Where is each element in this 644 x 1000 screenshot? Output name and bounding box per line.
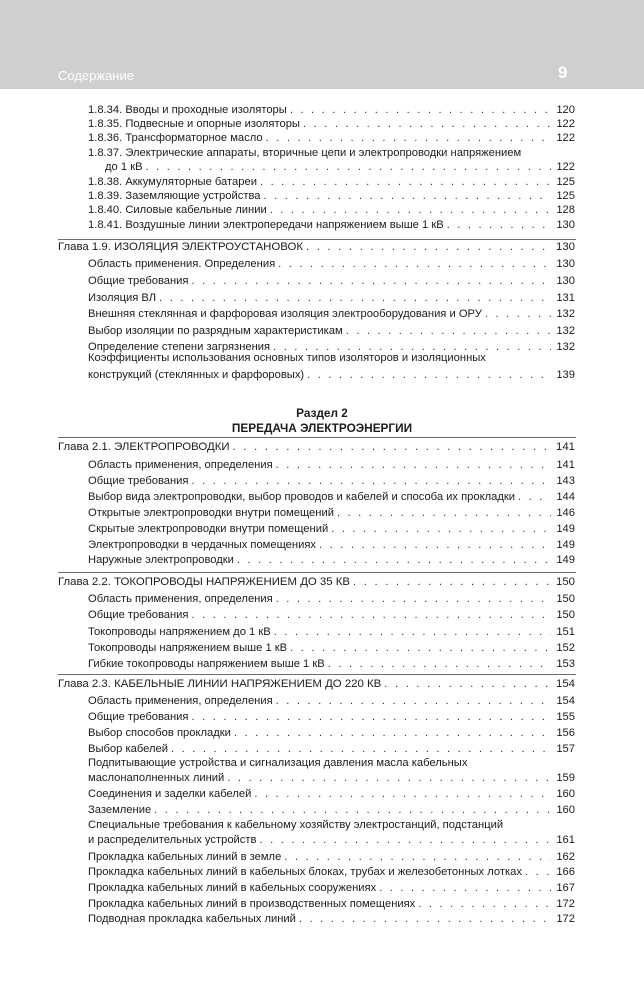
chapter-title: Глава 2.3. КАБЕЛЬНЫЕ ЛИНИИ НАПРЯЖЕНИЕМ ДО 220 КВ — [58, 678, 382, 690]
leader-dots — [290, 641, 551, 655]
leader-dots — [353, 575, 551, 589]
section-title: ПЕРЕДАЧА ЭЛЕКТРОЭНЕРГИИ — [231, 421, 413, 435]
leader-dots — [379, 881, 551, 895]
leader-dots — [266, 131, 551, 145]
toc-entry-title: Область применения. Определения — [88, 258, 276, 270]
toc-entry-page: 132 — [556, 341, 575, 353]
leader-dots — [337, 506, 551, 520]
toc-entry-title: 1.8.39. Заземляющие устройства — [88, 190, 261, 202]
toc-entry[interactable] — [88, 506, 575, 520]
leader-dots — [418, 897, 551, 911]
toc-entry[interactable] — [88, 117, 575, 131]
leader-dots — [525, 865, 551, 879]
toc-entry-page: 128 — [556, 204, 575, 216]
toc-entry-page: 162 — [556, 851, 575, 863]
leader-dots — [290, 103, 551, 117]
toc-entry[interactable] — [88, 771, 575, 785]
leader-dots — [485, 307, 551, 321]
toc-entry[interactable] — [88, 203, 575, 217]
toc-entry-title: Область применения, определения — [88, 695, 273, 707]
toc-entry[interactable] — [88, 368, 575, 382]
toc-entry-page: 159 — [556, 772, 575, 784]
toc-entry-title: Прокладка кабельных линий в земле — [88, 851, 282, 863]
toc-entry-title-line1: 1.8.37. Электрические аппараты, вторичные цепи и электропроводки напряжением — [88, 147, 522, 159]
leader-dots — [328, 657, 551, 671]
toc-entry[interactable] — [88, 324, 575, 338]
section-label: Раздел 2 — [296, 406, 348, 420]
leader-dots — [447, 218, 551, 232]
toc-entry-title: 1.8.41. Воздушные линии электропередачи напряжением выше 1 кВ — [88, 219, 444, 231]
toc-entry-page: 139 — [556, 369, 575, 381]
toc-entry-title: Изоляция ВЛ — [88, 292, 157, 304]
toc-entry-page: 161 — [556, 834, 575, 846]
toc-entry-title: Заземление — [88, 804, 152, 816]
chapter-title: Глава 2.2. ТОКОПРОВОДЫ НАПРЯЖЕНИЕМ ДО 35 КВ — [58, 576, 350, 588]
running-header-title: Содержание — [58, 68, 134, 83]
toc-entry-page: 122 — [556, 118, 575, 130]
toc-entry[interactable] — [88, 307, 575, 321]
toc-entry-page: 166 — [556, 866, 575, 878]
toc-entry-title: Внешняя стеклянная и фарфоровая изоляция электрооборудования и ОРУ — [88, 308, 482, 320]
chapter-heading[interactable] — [58, 240, 575, 254]
leader-dots — [306, 240, 551, 254]
leader-dots — [274, 625, 551, 639]
toc-entry-page: 149 — [556, 554, 575, 566]
toc-entry[interactable] — [88, 803, 575, 817]
toc-entry-title: Общие требования — [88, 609, 189, 621]
toc-entry-title: Общие требования — [88, 475, 189, 487]
toc-entry-title: 1.8.40. Силовые кабельные линии — [88, 204, 267, 216]
toc-entry-title-line1: Специальные требования к кабельному хозяйству электростанций, подстанций — [88, 819, 504, 831]
leader-dots — [171, 742, 551, 756]
toc-entry-title: Токопроводы напряжением до 1 кВ — [88, 626, 271, 638]
leader-dots — [299, 912, 551, 926]
leader-dots — [331, 522, 551, 536]
toc-entry-title: 1.8.38. Аккумуляторные батареи — [88, 176, 257, 188]
chapter-divider — [58, 572, 576, 573]
toc-entry-title: Открытые электропроводки внутри помещений — [88, 507, 334, 519]
toc-entry-title-line1: Коэффициенты использования основных типов изоляторов и изоляционных — [88, 352, 486, 364]
chapter-divider — [58, 674, 576, 675]
toc-entry-page: 144 — [556, 491, 575, 503]
leader-dots — [227, 771, 551, 785]
toc-entry-page: 160 — [556, 788, 575, 800]
toc-entry-title: конструкций (стеклянных и фарфоровых) — [88, 369, 305, 381]
toc-entry-page: 149 — [556, 539, 575, 551]
toc-entry-title: Общие требования — [88, 711, 189, 723]
toc-entry-page: 149 — [556, 523, 575, 535]
page-number: 9 — [558, 63, 568, 82]
toc-entry[interactable] — [88, 592, 575, 606]
leader-dots — [276, 458, 551, 472]
leader-dots — [319, 538, 551, 552]
leader-dots — [159, 291, 551, 305]
toc-entry-page: 153 — [556, 658, 575, 670]
toc-entry-page: 122 — [556, 161, 575, 173]
toc-entry-page: 141 — [556, 459, 575, 471]
chapter-page: 141 — [555, 441, 575, 453]
leader-dots — [270, 203, 551, 217]
toc-entry-title: Скрытые электропроводки внутри помещений — [88, 523, 329, 535]
toc-entry[interactable] — [88, 522, 575, 536]
toc-entry[interactable] — [88, 726, 575, 740]
toc-entry-title: Область применения, определения — [88, 593, 273, 605]
toc-entry[interactable] — [88, 103, 575, 117]
toc-entry-title: 1.8.34. Вводы и проходные изоляторы — [88, 104, 287, 116]
toc-entry[interactable] — [88, 274, 575, 288]
leader-dots — [192, 274, 552, 288]
toc-entry-page: 155 — [556, 711, 575, 723]
leader-dots — [276, 694, 551, 708]
toc-entry-page: 130 — [556, 275, 575, 287]
toc-entry[interactable] — [88, 865, 575, 879]
toc-entry[interactable] — [88, 742, 575, 756]
leader-dots — [384, 677, 551, 691]
chapter-divider — [58, 437, 576, 438]
chapter-title: Глава 2.1. ЭЛЕКТРОПРОВОДКИ — [58, 441, 230, 453]
toc-entry[interactable] — [88, 657, 575, 671]
toc-entry-title: Прокладка кабельных линий в производственных помещениях — [88, 898, 416, 910]
toc-entry[interactable] — [88, 458, 575, 472]
toc-entry-page: 154 — [556, 695, 575, 707]
leader-dots — [192, 608, 552, 622]
leader-dots — [518, 490, 551, 504]
leader-dots — [234, 726, 551, 740]
toc-entry[interactable] — [105, 160, 575, 174]
toc-entry[interactable] — [88, 538, 575, 552]
leader-dots — [278, 257, 551, 271]
toc-entry-page: 130 — [556, 219, 575, 231]
toc-entry[interactable] — [88, 897, 575, 911]
leader-dots — [303, 117, 551, 131]
toc-entry-page: 125 — [556, 176, 575, 188]
toc-entry-page: 131 — [556, 292, 575, 304]
toc-entry[interactable] — [88, 710, 575, 724]
leader-dots — [233, 440, 551, 454]
toc-entry-page: 156 — [556, 727, 575, 739]
chapter-page: 154 — [555, 678, 575, 690]
toc-entry[interactable] — [88, 694, 575, 708]
toc-entry-page: 160 — [556, 804, 575, 816]
toc-entry-page: 157 — [556, 743, 575, 755]
toc-entry-page: 120 — [556, 104, 575, 116]
chapter-title: Глава 1.9. ИЗОЛЯЦИЯ ЭЛЕКТРОУСТАНОВОК — [58, 241, 303, 253]
toc-entry-title: Общие требования — [88, 275, 189, 287]
toc-entry[interactable] — [88, 553, 575, 567]
chapter-page: 150 — [555, 576, 575, 588]
toc-entry-page: 172 — [556, 913, 575, 925]
chapter-heading[interactable] — [58, 575, 575, 589]
toc-entry[interactable] — [88, 189, 575, 203]
chapter-heading[interactable] — [58, 440, 575, 454]
toc-entry[interactable] — [88, 641, 575, 655]
toc-entry-title: Электропроводки в чердачных помещениях — [88, 539, 316, 551]
toc-entry-title: маслонаполненных линий — [88, 772, 225, 784]
toc-entry-title: Определение степени загрязнения — [88, 341, 271, 353]
toc-entry-title: Выбор вида электропроводки, выбор проводов и кабелей и способа их прокладки — [88, 491, 516, 503]
leader-dots — [259, 833, 551, 847]
toc-entry[interactable] — [88, 881, 575, 895]
toc-entry-page: 132 — [556, 308, 575, 320]
toc-entry-title-line1: Подпитывающие устройства и сигнализация давления масла кабельных — [88, 757, 468, 769]
leader-dots — [284, 850, 551, 864]
toc-entry-page: 152 — [556, 642, 575, 654]
toc-entry-title: Выбор изоляции по разрядным характеристикам — [88, 325, 343, 337]
toc-entry[interactable] — [88, 625, 575, 639]
toc-entry[interactable] — [88, 850, 575, 864]
toc-entry-page: 172 — [556, 898, 575, 910]
leader-dots — [192, 710, 552, 724]
toc-entry-title: Область применения, определения — [88, 459, 273, 471]
toc-entry-title: Прокладка кабельных линий в кабельных блоках, трубах и железобетонных лотках — [88, 866, 522, 878]
chapter-heading[interactable] — [58, 677, 575, 691]
toc-entry-page: 167 — [556, 882, 575, 894]
toc-entry-title: Соединения и заделки кабелей — [88, 788, 252, 800]
leader-dots — [154, 803, 551, 817]
toc-entry-page: 130 — [556, 258, 575, 270]
toc-entry[interactable] — [88, 175, 575, 189]
toc-entry-page: 150 — [556, 593, 575, 605]
toc-entry-title: Гибкие токопроводы напряжением выше 1 кВ — [88, 658, 325, 670]
toc-entry-title: 1.8.35. Подвесные и опорные изоляторы — [88, 118, 300, 130]
leader-dots — [146, 160, 551, 174]
toc-entry[interactable] — [88, 291, 575, 305]
toc-entry-page: 122 — [556, 132, 575, 144]
toc-entry-title: Наружные электропроводки — [88, 554, 234, 566]
toc-entry[interactable] — [88, 218, 575, 232]
toc-entry[interactable] — [88, 833, 575, 847]
toc-entry[interactable] — [88, 787, 575, 801]
toc-entry-page: 143 — [556, 475, 575, 487]
toc-entry[interactable] — [88, 912, 575, 926]
toc-entry-title: до 1 кВ — [105, 161, 143, 173]
leader-dots — [192, 474, 552, 488]
toc-entry-title: Выбор кабелей — [88, 743, 168, 755]
leader-dots — [276, 592, 551, 606]
toc-entry-page: 151 — [556, 626, 575, 638]
toc-entry[interactable] — [88, 608, 575, 622]
leader-dots — [237, 553, 551, 567]
toc-entry-page: 132 — [556, 325, 575, 337]
toc-entry-title: Выбор способов прокладки — [88, 727, 231, 739]
toc-entry-title: Подводная прокладка кабельных линий — [88, 913, 296, 925]
toc-entry-title: 1.8.36. Трансформаторное масло — [88, 132, 263, 144]
toc-entry-title: и распределительных устройств — [88, 834, 257, 846]
toc-entry[interactable] — [88, 490, 575, 504]
page-header — [0, 0, 644, 89]
leader-dots — [260, 175, 551, 189]
toc-entry-title: Прокладка кабельных линий в кабельных сооружениях — [88, 882, 377, 894]
toc-entry[interactable] — [88, 257, 575, 271]
toc-entry-page: 125 — [556, 190, 575, 202]
toc-entry[interactable] — [88, 474, 575, 488]
toc-entry[interactable] — [88, 131, 575, 145]
leader-dots — [307, 368, 551, 382]
leader-dots — [346, 324, 551, 338]
leader-dots — [264, 189, 552, 203]
chapter-page: 130 — [555, 241, 575, 253]
toc-entry-page: 146 — [556, 507, 575, 519]
leader-dots — [254, 787, 551, 801]
toc-entry-page: 150 — [556, 609, 575, 621]
toc-entry-title: Токопроводы напряжением выше 1 кВ — [88, 642, 288, 654]
